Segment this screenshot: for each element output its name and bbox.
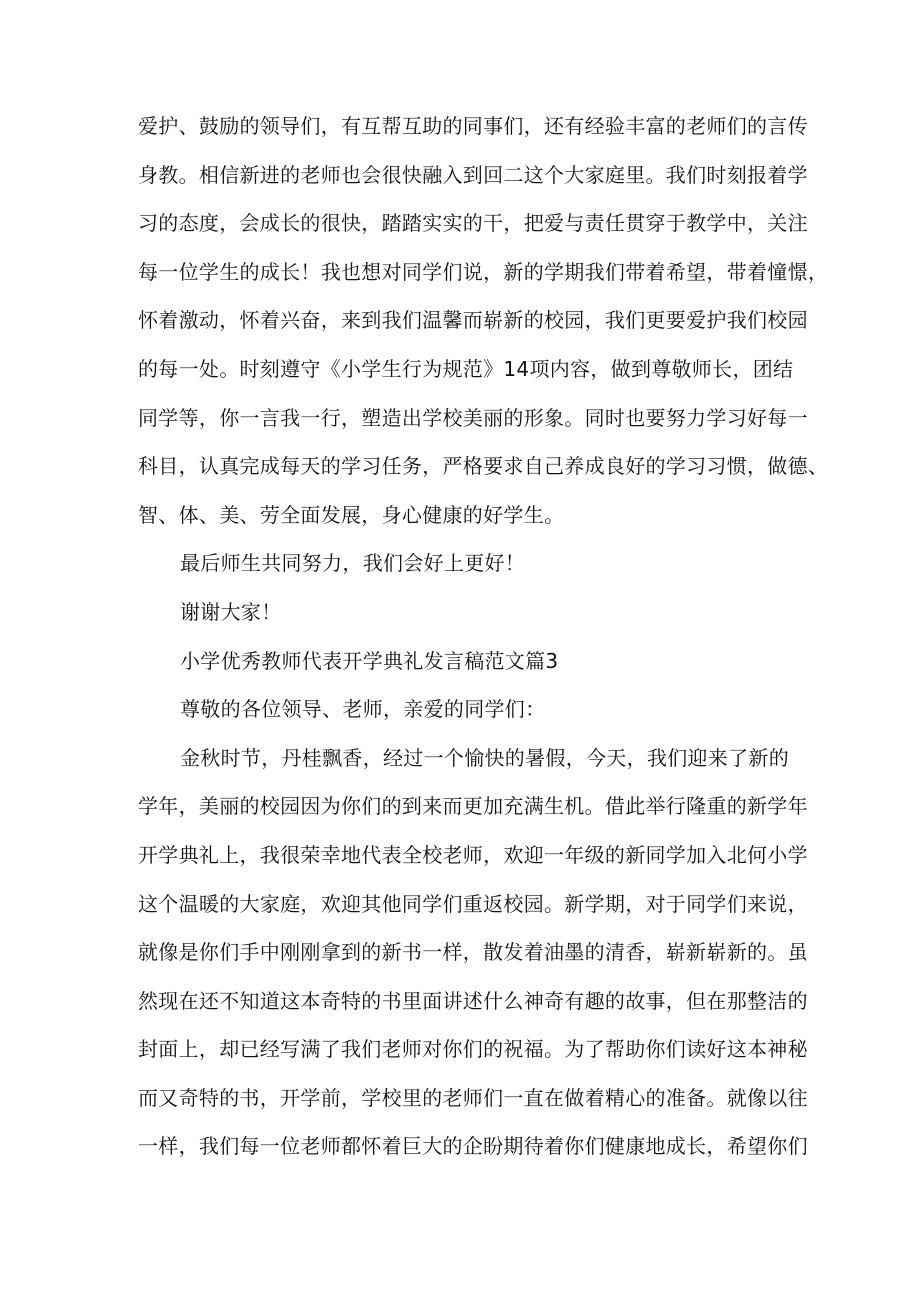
paragraph-line: 身教。相信新进的老师也会很快融入到回二这个大家庭里。我们时刻报着学	[138, 162, 808, 187]
salutation-line: 尊敬的各位领导、老师，亲爱的同学们：	[180, 697, 546, 722]
paragraph-line: 的每一处。时刻遵守《小学生行为规范》14项内容，做到尊敬师长，团结	[138, 356, 794, 381]
paragraph-line: 习的态度，会成长的很快，踏踏实实的干，把爱与责任贯穿于教学中，关注	[138, 211, 808, 236]
paragraph-line: 金秋时节，丹桂飘香，经过一个愉快的暑假，今天，我们迎来了新的	[180, 745, 789, 770]
thanks-line: 谢谢大家！	[180, 599, 282, 624]
paragraph-line: 就像是你们手中刚刚拿到的新书一样，散发着油墨的清香，崭新崭新的。虽	[138, 940, 808, 965]
paragraph-line: 同学等，你一言我一行，塑造出学校美丽的形象。同时也要努力学习好每一	[138, 405, 808, 430]
paragraph-line: 一样，我们每一位老师都怀着巨大的企盼期待着你们健康地成长，希望你们	[138, 1134, 808, 1159]
paragraph-line: 智、体、美、劳全面发展，身心健康的好学生。	[138, 502, 565, 527]
paragraph-line: 这个温暖的大家庭，欢迎其他同学们重返校园。新学期，对于同学们来说，	[138, 891, 808, 916]
section-heading: 小学优秀教师代表开学典礼发言稿范文篇3	[180, 648, 559, 673]
document-body	[138, 102, 829, 1171]
paragraph-line: 然现在还不知道这本奇特的书里面讲述什么神奇有趣的故事，但在那整洁的	[138, 988, 808, 1013]
paragraph-line: 学年，美丽的校园因为你们的到来而更加充满生机。借此举行隆重的新学年	[138, 794, 808, 819]
paragraph-line: 爱护、鼓励的领导们，有互帮互助的同事们，还有经验丰富的老师们的言传	[138, 114, 808, 138]
paragraph-line: 封面上，却已经写满了我们老师对你们的祝福。为了帮助你们读好这本神秘	[138, 1037, 808, 1062]
paragraph-line: 每一位学生的成长！我也想对同学们说，新的学期我们带着希望，带着憧憬，	[138, 259, 829, 284]
paragraph-line: 开学典礼上，我很荣幸地代表全校老师，欢迎一年级的新同学加入北何小学	[138, 842, 808, 867]
paragraph-line: 怀着激动，怀着兴奋，来到我们温馨而崭新的校园，我们更要爱护我们校园	[138, 308, 808, 333]
closing-line: 最后师生共同努力，我们会好上更好！	[180, 551, 526, 576]
paragraph-line: 而又奇特的书，开学前，学校里的老师们一直在做着精心的准备。就像以往	[138, 1085, 808, 1110]
paragraph-line: 科目，认真完成每天的学习任务，严格要求自己养成良好的学习习惯，做德、	[138, 454, 829, 479]
